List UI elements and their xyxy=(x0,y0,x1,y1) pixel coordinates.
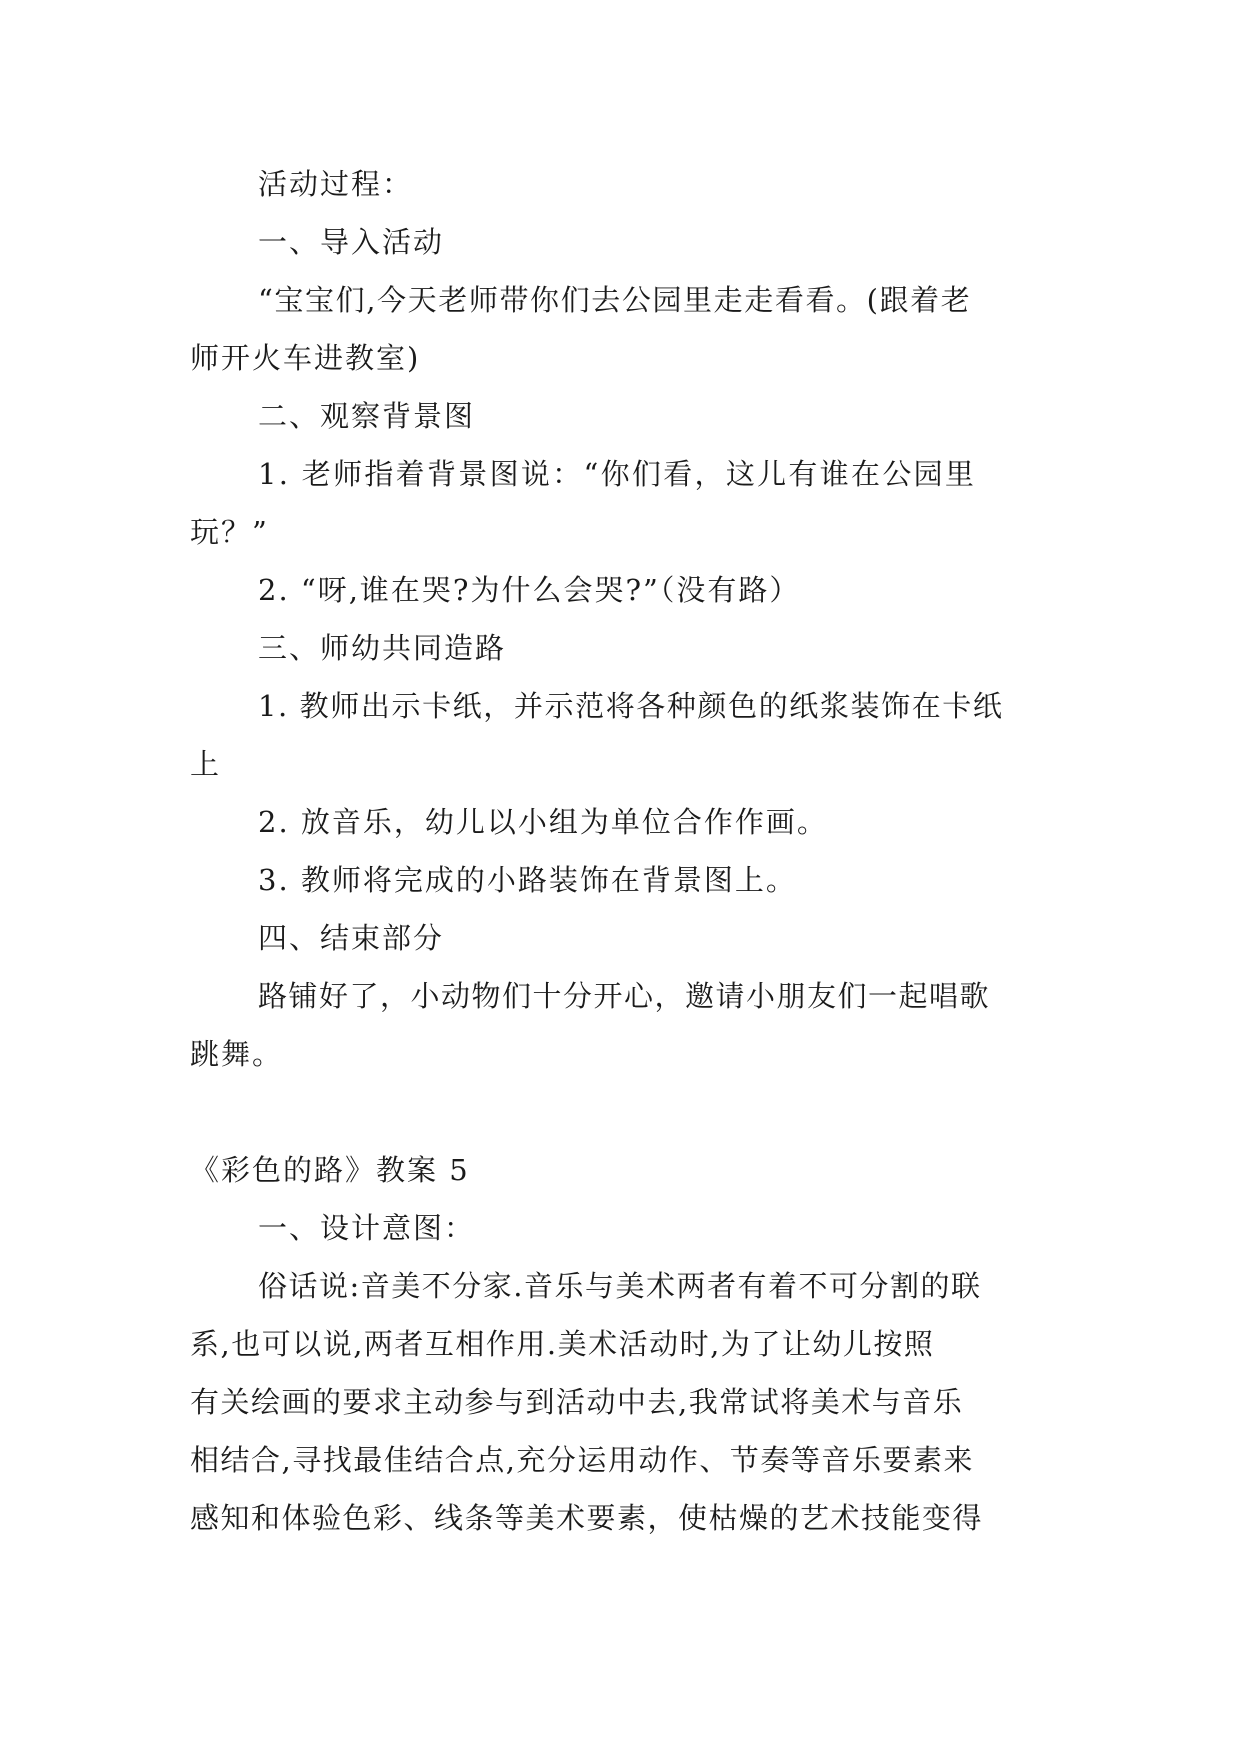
text-line: “宝宝们,今天老师带你们去公园里走走看看。(跟着老 xyxy=(258,283,972,317)
text-line: 系,也可以说,两者互相作用.美术活动时,为了让幼儿按照 xyxy=(190,1327,935,1361)
text-line: 活动过程： xyxy=(258,167,414,201)
text-line: 路铺好了，小动物们十分开心，邀请小朋友们一起唱歌 xyxy=(258,979,991,1013)
text-line: 玩？” xyxy=(190,515,269,549)
text-line: 一、导入活动 xyxy=(258,225,445,259)
section-heading: 《彩色的路》教案 5 xyxy=(190,1153,470,1187)
text-line: 1. 教师出示卡纸，并示范将各种颜色的纸浆装饰在卡纸 xyxy=(258,689,1004,723)
text-line: 2. 放音乐，幼儿以小组为单位合作作画。 xyxy=(258,805,828,839)
text-line: 有关绘画的要求主动参与到活动中去,我常试将美术与音乐 xyxy=(190,1385,964,1419)
text-line: 相结合,寻找最佳结合点,充分运用动作、节奏等音乐要素来 xyxy=(190,1443,974,1477)
text-line: 1. 老师指着背景图说：“你们看，这儿有谁在公园里 xyxy=(258,457,977,491)
text-line: 二、观察背景图 xyxy=(258,399,476,433)
text-line: 3. 教师将完成的小路装饰在背景图上。 xyxy=(258,863,797,897)
text-line: 师开火车进教室) xyxy=(190,341,421,375)
text-line: 跳舞。 xyxy=(190,1037,284,1071)
text-line: 一、设计意图： xyxy=(258,1211,476,1245)
text-line: 三、师幼共同造路 xyxy=(258,631,507,665)
text-line: 俗话说:音美不分家.音乐与美术两者有着不可分割的联 xyxy=(258,1269,982,1303)
text-line: 感知和体验色彩、线条等美术要素，使枯燥的艺术技能变得 xyxy=(190,1501,984,1535)
text-line: 四、结束部分 xyxy=(258,921,445,955)
text-line: 2. “呀,谁在哭?为什么会哭?”（没有路） xyxy=(258,573,801,607)
text-line: 上 xyxy=(190,747,222,781)
